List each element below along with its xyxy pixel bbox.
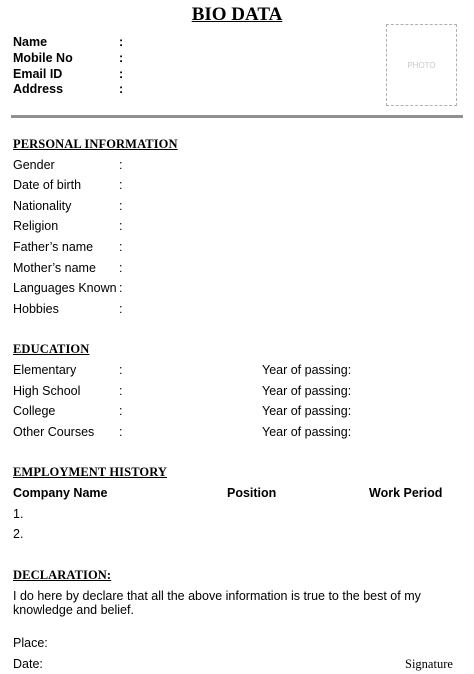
high-school-year-label: Year of passing: [262,384,352,398]
fathers-name-label: Father’s name [13,240,94,254]
other-courses-label: Other Courses [13,425,95,439]
address-colon: : [119,82,124,96]
hobbies-label: Hobbies [13,302,59,316]
declaration-heading: DECLARATION: [13,568,112,582]
fathers-name-colon: : [119,240,123,254]
position-header: Position [227,486,277,500]
elementary-colon: : [119,363,123,377]
date-label: Date: [13,657,43,671]
high-school-colon: : [119,384,123,398]
college-colon: : [119,404,123,418]
hobbies-colon: : [119,302,123,316]
gender-label: Gender [13,158,55,172]
place-label: Place: [13,636,48,650]
declaration-text-line2: knowledge and belief. [13,603,134,617]
mobile-colon: : [119,51,124,65]
languages-colon: : [119,281,123,295]
other-courses-colon: : [119,425,123,439]
email-label: Email ID [13,67,63,81]
education-heading: EDUCATION [13,342,90,356]
header-divider [11,115,463,118]
work-period-header: Work Period [369,486,443,500]
elementary-year-label: Year of passing: [262,363,352,377]
religion-colon: : [119,219,123,233]
employment-heading: EMPLOYMENT HISTORY [13,465,168,479]
page-title: BIO DATA [191,4,283,25]
dob-colon: : [119,178,123,192]
employment-row-1: 1. [13,507,24,521]
email-colon: : [119,67,124,81]
name-label: Name [13,35,48,49]
photo-label: PHOTO [407,61,436,70]
company-name-header: Company Name [13,486,108,500]
photo-placeholder [386,24,457,106]
employment-row-2: 2. [13,527,24,541]
other-courses-year-label: Year of passing: [262,425,352,439]
languages-label: Languages Known [13,281,117,295]
high-school-label: High School [13,384,81,398]
declaration-text-line1: I do here by declare that all the above information is true to the best of my [13,589,421,603]
religion-label: Religion [13,219,59,233]
signature-label: Signature [405,657,453,671]
gender-colon: : [119,158,123,172]
nationality-label: Nationality [13,199,72,213]
college-year-label: Year of passing: [262,404,352,418]
mobile-label: Mobile No [13,51,73,65]
nationality-colon: : [119,199,123,213]
address-label: Address [13,82,64,96]
college-label: College [13,404,56,418]
mothers-name-label: Mother’s name [13,261,96,275]
name-colon: : [119,35,124,49]
dob-label: Date of birth [13,178,82,192]
mothers-name-colon: : [119,261,123,275]
personal-info-heading: PERSONAL INFORMATION [13,137,178,151]
elementary-label: Elementary [13,363,77,377]
